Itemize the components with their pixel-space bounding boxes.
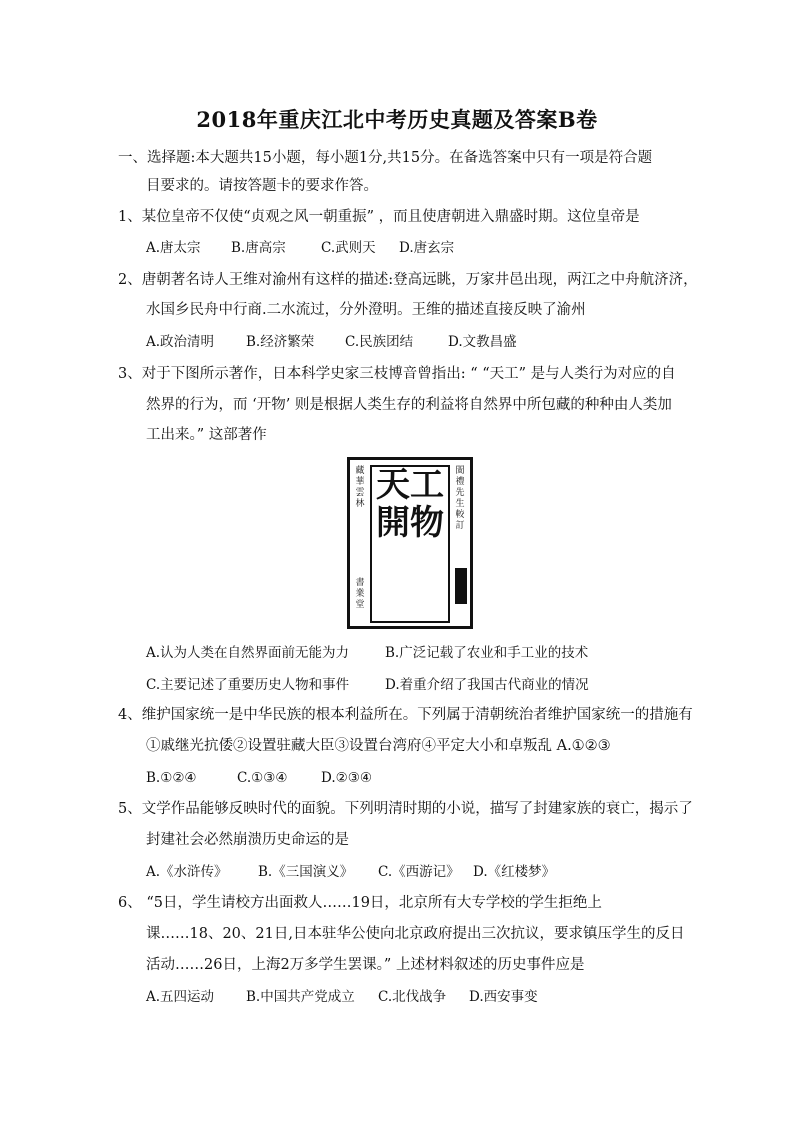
question-1-option-b: B.唐高宗 xyxy=(231,240,286,256)
cover-right-text: 閩禮先生較訂 xyxy=(455,466,465,531)
question-2-option-a: A.政治清明 xyxy=(146,334,215,350)
question-5-stem-line-1: 5、文学作品能够反映时代的面貌。下列明清时期的小说，描写了封建家族的衰亡，揭示了 xyxy=(118,801,693,817)
cover-title-bottom: 開物 xyxy=(376,503,444,543)
question-1-option-a: A.唐太宗 xyxy=(146,240,201,256)
question-3-option-b: B.广泛记载了农业和手工业的技术 xyxy=(385,645,589,661)
question-4-stem-line-1: 4、维护国家统一是中华民族的根本利益所在。下列属于清朝统治者维护国家统一的措施有 xyxy=(118,707,693,723)
question-3-option-c: C.主要记述了重要历史人物和事件 xyxy=(146,677,350,693)
page-title: 2018年重庆江北中考历史真题及答案B卷 xyxy=(196,107,598,132)
cover-seal-stamp xyxy=(455,568,467,604)
question-3-stem-line-1: 3、对于下图所示著作，日本科学史家三枝博音曾指出: “ “天工” 是与人类行为对应的自 xyxy=(118,366,676,382)
question-3-option-a: A.认为人类在自然界面前无能为力 xyxy=(146,645,350,661)
question-6-stem-line-1: 6、 “5日，学生请校方出面救人……19日，北京所有大专学校的学生拒绝上 xyxy=(118,895,602,911)
question-1-stem: 1、某位皇帝不仅使“贞观之风一朝重振” ，而且使唐朝进入鼎盛时期。这位皇帝是 xyxy=(118,209,640,225)
question-5-option-b: B.《三国演义》 xyxy=(258,864,354,880)
cover-left-text: 藏華雲林 xyxy=(355,466,365,509)
question-4-option-c: C.①③④ xyxy=(237,770,288,786)
question-5-option-c: C.《西游记》 xyxy=(378,864,460,880)
question-2-option-d: D.文教昌盛 xyxy=(448,334,517,350)
question-4-option-b: B.①②④ xyxy=(146,770,197,786)
question-1-option-c: C.武则天 xyxy=(321,240,376,256)
question-4-stem-line-2: ①戚继光抗倭②设置驻藏大臣③设置台湾府④平定大小和卓叛乱 A.①②③ xyxy=(146,738,611,754)
cover-title-top: 天工 xyxy=(376,465,444,505)
question-4-option-d: D.②③④ xyxy=(321,770,372,786)
question-6-option-b: B.中国共产党成立 xyxy=(246,989,355,1005)
question-6-option-c: C.北伐战争 xyxy=(378,989,447,1005)
question-3-stem-line-2: 然界的行为，而 ‘开物’ 则是根据人类生存的利益将自然界中所包藏的种种由人类加 xyxy=(146,397,672,413)
cover-title xyxy=(372,466,448,542)
question-3-option-d: D.着重介绍了我国古代商业的情况 xyxy=(385,677,589,693)
question-6-option-d: D.西安事变 xyxy=(469,989,538,1005)
section-instruction-line-2: 目要求的。请按答题卡的要求作答。 xyxy=(146,178,378,194)
question-3-stem-line-3: 工出来。” 这部著作 xyxy=(146,427,267,443)
question-5-option-a: A.《水浒传》 xyxy=(146,864,228,880)
question-2-stem-line-1: 2、唐朝著名诗人王维对渝州有这样的描述:登高远眺，万家井邑出现，两江之中舟航济济， xyxy=(118,272,698,288)
question-5-option-d: D.《红楼梦》 xyxy=(473,864,556,880)
section-instruction-line-1: 一、选择题:本大题共15小题，每小题1分,共15分。在备选答案中只有一项是符合题 xyxy=(118,150,653,166)
question-6-stem-line-2: 课……18、20、21日,日本驻华公使向北京政府提出三次抗议，要求镇压学生的反日 xyxy=(146,926,685,942)
question-2-option-b: B.经济繁荣 xyxy=(246,334,315,350)
cover-left-bottom-text: 書業堂 xyxy=(355,578,365,610)
tiangong-kaiwu-cover-image xyxy=(347,457,473,629)
question-5-stem-line-2: 封建社会必然崩溃历史命运的是 xyxy=(146,832,349,848)
question-1-option-d: D.唐玄宗 xyxy=(399,240,455,256)
question-6-stem-line-3: 活动……26日，上海2万多学生罢课。” 上述材料叙述的历史事件应是 xyxy=(146,957,585,973)
question-6-option-a: A.五四运动 xyxy=(146,989,215,1005)
question-2-stem-line-2: 水国乡民舟中行商.二水流过，分外澄明。王维的描述直接反映了渝州 xyxy=(146,302,586,318)
question-2-option-c: C.民族团结 xyxy=(345,334,414,350)
